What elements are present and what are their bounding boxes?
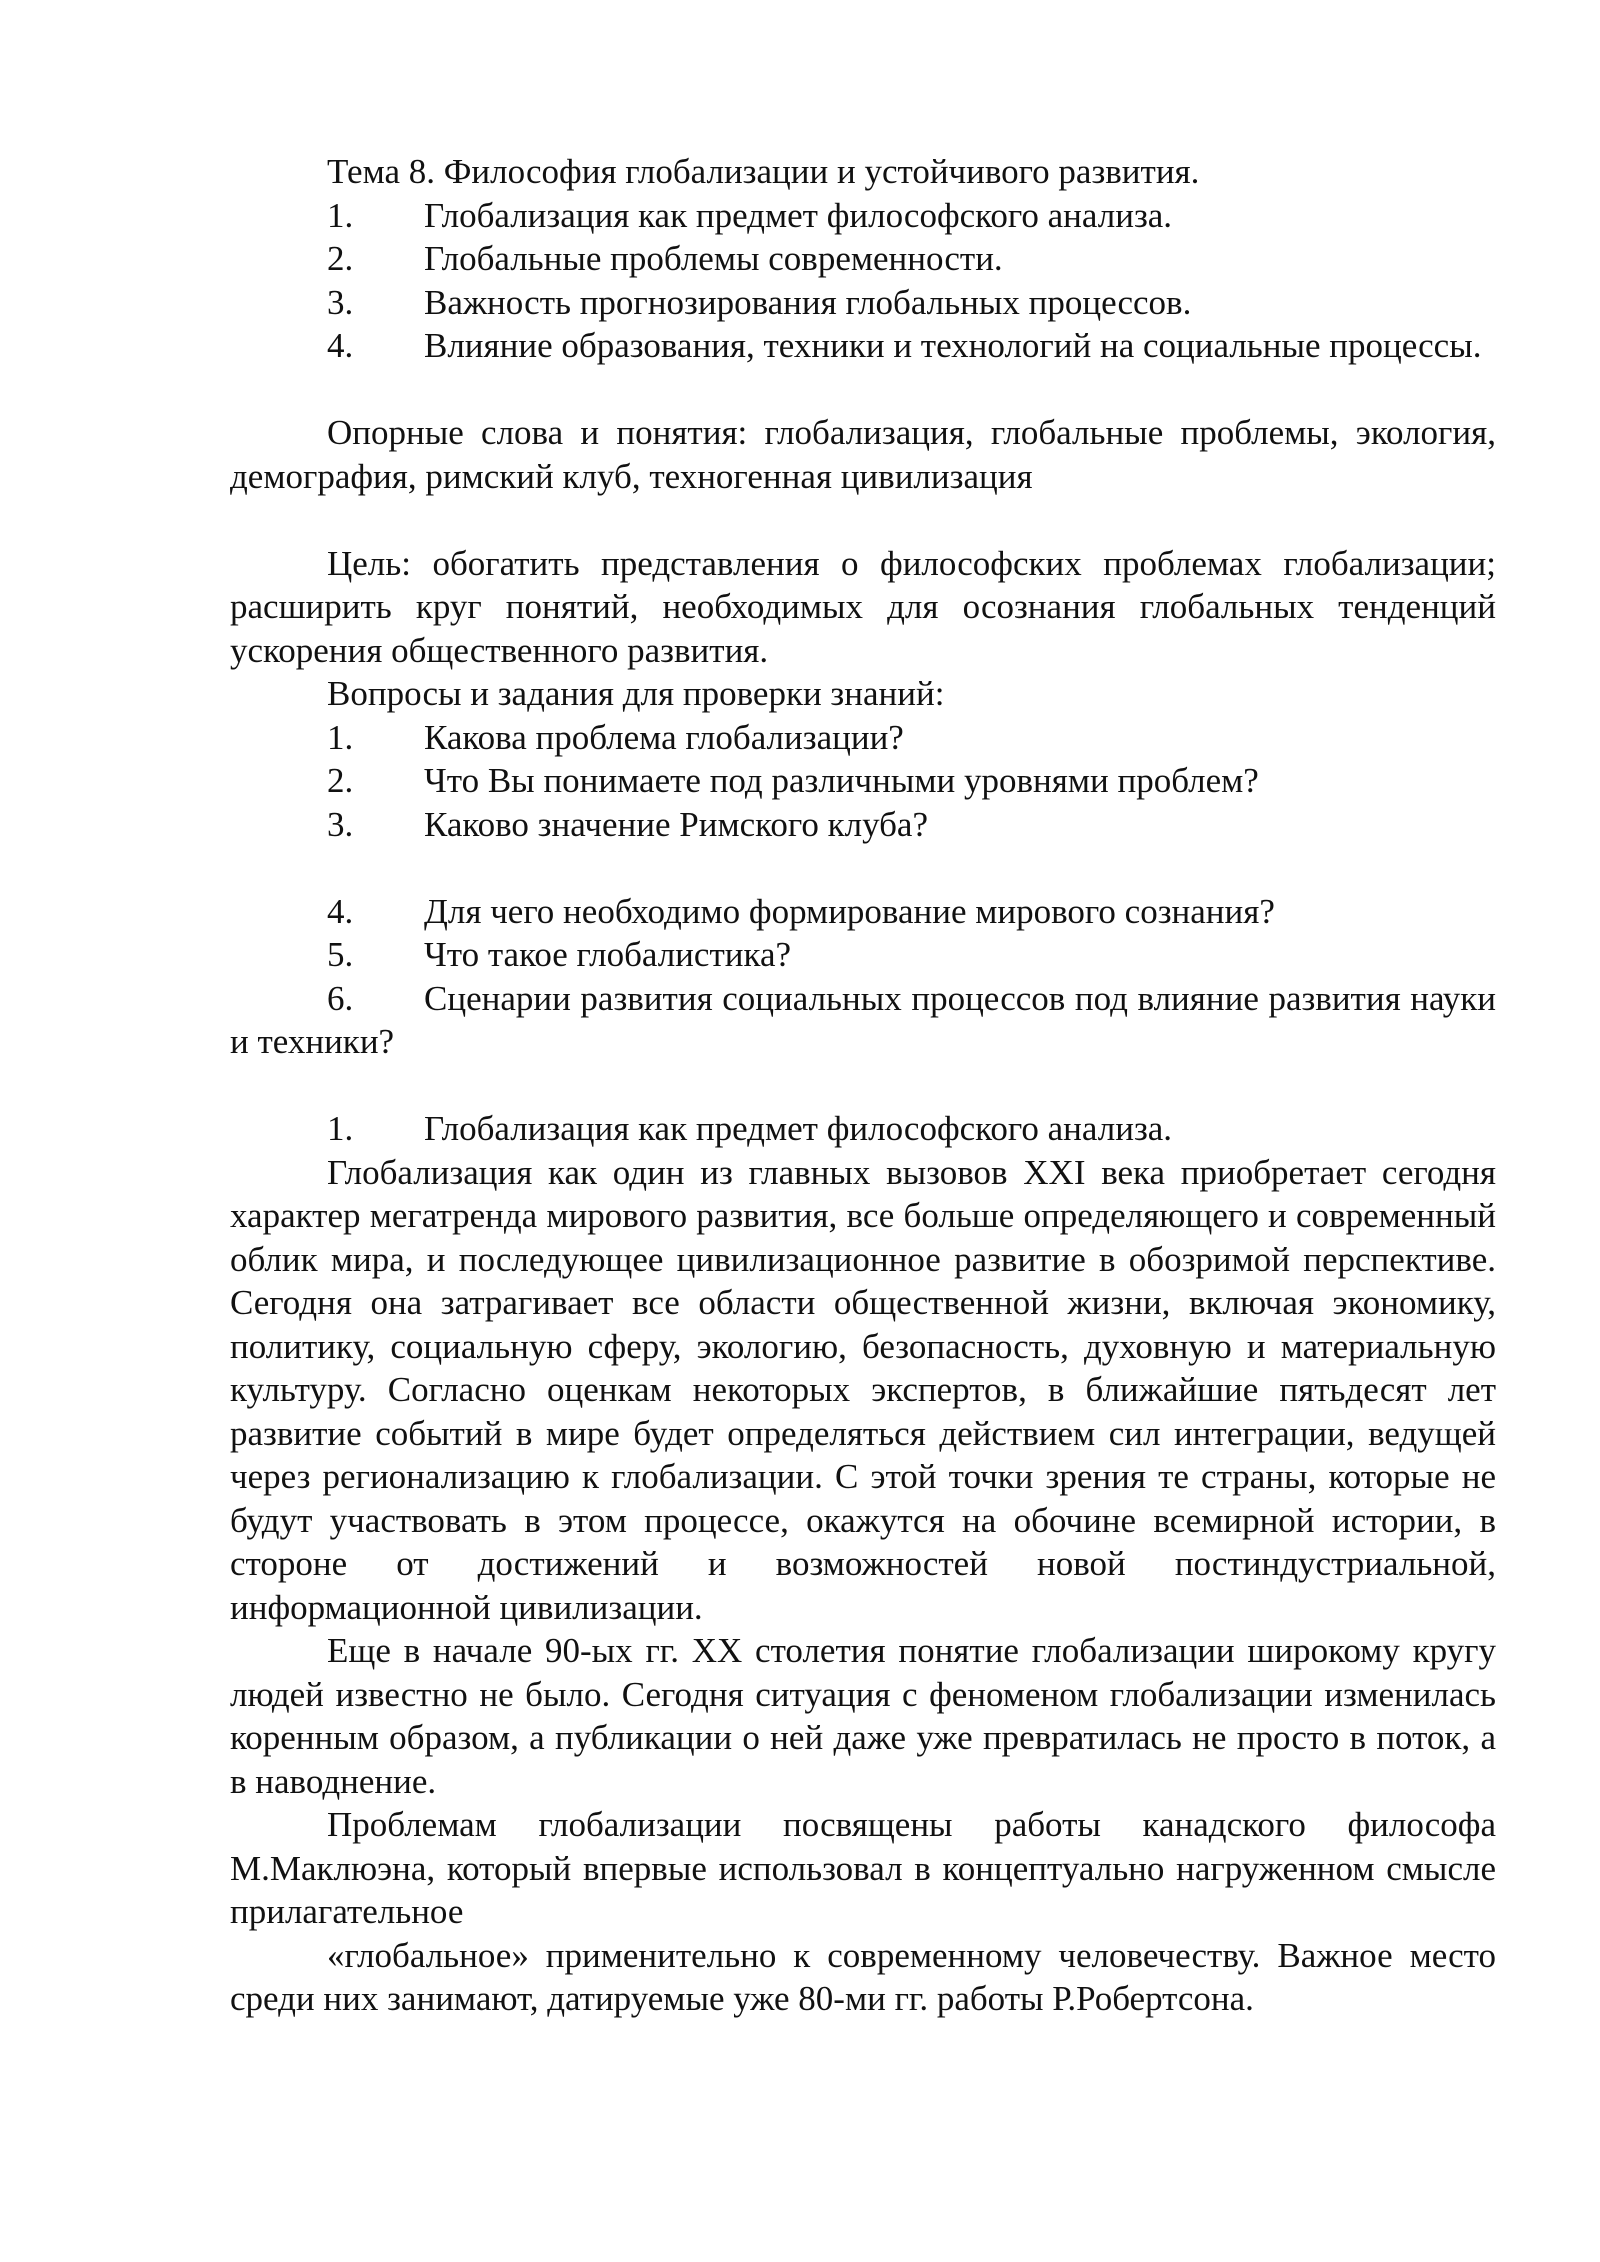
section-number: 1. (327, 1109, 354, 1148)
question-item-1 (230, 716, 1496, 760)
question-text: Какова проблема глобализации? (424, 717, 904, 757)
topic-item-text: Глобальные проблемы современности. (424, 239, 1003, 278)
question-text: Сценарии развития социальных процессов под влияние развития науки и техники? (230, 978, 1496, 1061)
topic-item-4 (230, 324, 1496, 368)
topic-item-number: 2. (327, 239, 354, 278)
topic-item-text: Влияние образования, техники и технологий на социальные процессы. (424, 326, 1482, 365)
question-number: 1. (327, 717, 354, 757)
topic-item-text: Важность прогнозирования глобальных процессов. (424, 282, 1192, 322)
question-text: Что такое глобалистика? (424, 935, 792, 974)
question-text: Что Вы понимаете под различными уровнями проблем? (424, 761, 1259, 800)
blank-line (230, 846, 1496, 890)
question-item-4 (230, 890, 1496, 934)
question-number: 5. (327, 935, 354, 974)
blank-line (230, 368, 1496, 412)
topic-item-1 (230, 194, 1496, 238)
topic-item-text: Глобализация как предмет философского анализа. (424, 195, 1173, 235)
body-paragraph-2: Еще в начале 90-ых гг. XX столетия понятие глобализации широкому кругу людей известно не было. Сегодня ситуация с феноменом глобализации изменилась коренным образом, а публикации о ней даже уже превратилась не просто в поток, а в наводнение. (230, 1631, 1496, 1801)
question-text: Для чего необходимо формирование мирового сознания? (424, 891, 1275, 931)
topic-item-number: 1. (327, 195, 354, 235)
question-item-3 (230, 803, 1496, 847)
question-number: 3. (327, 804, 354, 844)
question-text: Каково значение Римского клуба? (424, 804, 928, 844)
blank-line (230, 498, 1496, 542)
question-number: 2. (327, 761, 354, 800)
body-paragraph-1: Глобализация как один из главных вызовов XXI века приобретает сегодня характер мегатренда мирового развития, все больше определяющего и современный облик мира, и последующее цивилизационное развитие в обозримой перспективе. Сегодня она затрагивает все области общественной жизни, включая экономику, политику, социальную сферу, экологию, безопасность, духовную и материальную культуру. Согласно оценкам некоторых экспертов, в ближайшие пятьдесят лет развитие событий в мире будет определяться действием сил интеграции, ведущей через регионализацию к глобализации. С этой точки зрения те страны, которые не будут участвовать в этом процессе, окажутся на обочине всемирной истории, в стороне от достижений и возможностей новой постиндустриальной, информационной цивилизации. (230, 1152, 1496, 1627)
topic-item-2 (230, 237, 1496, 281)
keywords-paragraph: Опорные слова и понятия: глобализация, глобальные проблемы, экология, демография, римский клуб, техногенная цивилизация (230, 413, 1496, 496)
questions-heading: Вопросы и задания для проверки знаний: (327, 674, 945, 713)
question-number: 6. (327, 978, 354, 1018)
section-title: Глобализация как предмет философского анализа. (424, 1109, 1173, 1148)
body-paragraph-4: «глобальное» применительно к современному человечеству. Важное место среди них занимают, датируемые уже 80-ми гг. работы Р.Робертсона. (230, 1935, 1496, 2018)
topic-title: Тема 8. Философия глобализации и устойчивого развития. (327, 152, 1200, 191)
section-heading (230, 1107, 1496, 1151)
question-item-2 (230, 759, 1496, 803)
question-item-5 (230, 933, 1496, 977)
topic-item-3 (230, 281, 1496, 325)
question-item-6 (230, 977, 1496, 1064)
topic-item-number: 4. (327, 326, 354, 365)
blank-line (230, 1064, 1496, 1108)
document-page (230, 150, 1496, 2021)
question-number: 4. (327, 891, 354, 931)
topic-item-number: 3. (327, 282, 354, 322)
body-paragraph-3: Проблемам глобализации посвящены работы канадского философа М.Маклюэна, который впервые использовал в концептуально нагруженном смысле прилагательное (230, 1805, 1496, 1931)
goal-paragraph: Цель: обогатить представления о философских проблемах глобализации; расширить круг понятий, необходимых для осознания глобальных тенденций ускорения общественного развития. (230, 543, 1496, 670)
